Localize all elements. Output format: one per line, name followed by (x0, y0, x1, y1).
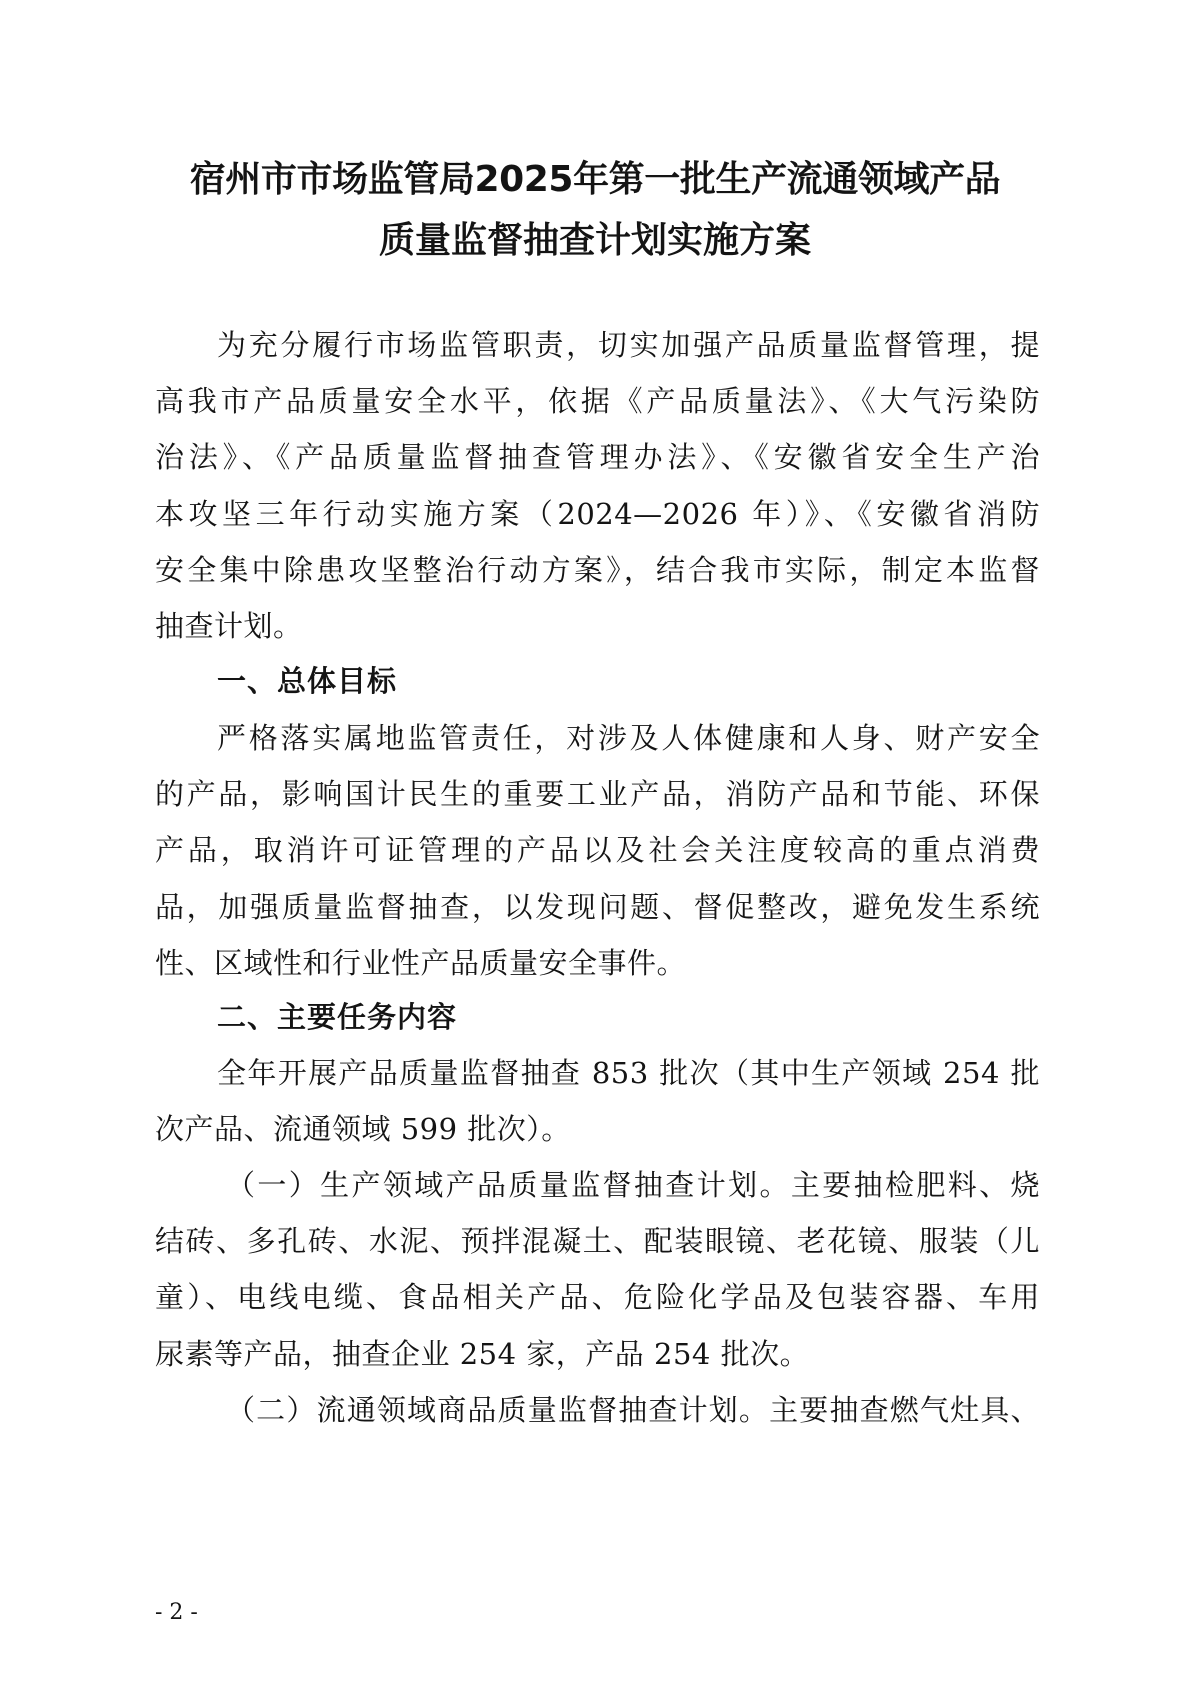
production-plan-line: （一）生产领域产品质量监督抽查计划。主要抽检肥料、烧 (226, 1168, 1040, 1202)
production-plan-line: 尿素等产品，抽查企业 254 家，产品 254 批次。 (155, 1337, 810, 1371)
document-title-line-2: 质量监督抽查计划实施方案 (378, 220, 811, 261)
intro-line: 本攻坚三年行动实施方案（2024—2026 年）》、《安徽省消防 (155, 497, 1040, 531)
intro-line: 高我市产品质量安全水平，依据《产品质量法》、《大气污染防 (155, 384, 1040, 418)
goals-line: 产品，取消许可证管理的产品以及社会关注度较高的重点消费 (155, 833, 1040, 867)
production-plan-line: 结砖、多孔砖、水泥、预拌混凝土、配装眼镜、老花镜、服装（儿 (155, 1224, 1040, 1258)
page-number: - 2 - (155, 1600, 198, 1625)
goals-line: 严格落实属地监管责任，对涉及人体健康和人身、财产安全 (217, 721, 1040, 755)
goals-line: 性、区域性和行业性产品质量安全事件。 (155, 946, 687, 980)
goals-line: 品，加强质量监督抽查，以发现问题、督促整改，避免发生系统 (155, 890, 1040, 924)
tasks-summary-line: 全年开展产品质量监督抽查 853 批次（其中生产领域 254 批 (217, 1056, 1040, 1090)
circulation-plan-line: （二）流通领域商品质量监督抽查计划。主要抽查燃气灶具、 (226, 1393, 1040, 1427)
intro-line: 抽查计划。 (155, 609, 303, 643)
tasks-summary-line: 次产品、流通领域 599 批次）。 (155, 1112, 571, 1146)
goals-line: 的产品，影响国计民生的重要工业产品，消防产品和节能、环保 (155, 777, 1040, 811)
intro-line: 为充分履行市场监管职责，切实加强产品质量监督管理，提 (217, 328, 1040, 362)
intro-line: 治法》、《产品质量监督抽查管理办法》、《安徽省安全生产治 (155, 440, 1040, 474)
section-heading-tasks: 二、主要任务内容 (217, 1000, 458, 1034)
section-heading-goals: 一、总体目标 (217, 664, 398, 698)
intro-line: 安全集中除患攻坚整治行动方案》，结合我市实际，制定本监督 (155, 553, 1040, 587)
document-title-line-1: 宿州市市场监管局2025年第一批生产流通领域产品 (189, 159, 1001, 200)
production-plan-line: 童）、电线电缆、食品相关产品、危险化学品及包装容器、车用 (155, 1280, 1040, 1314)
